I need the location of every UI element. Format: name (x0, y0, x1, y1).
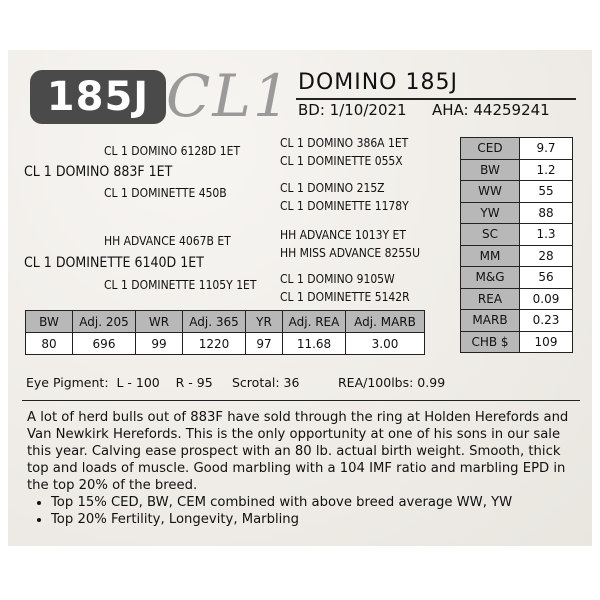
rea-per-100lbs: REA/100lbs: 0.99 (338, 375, 446, 390)
pedigree-dam-sire: HH ADVANCE 4067B ET (104, 234, 231, 248)
epd-row (461, 331, 573, 353)
registration-number: AHA: 44259241 (432, 101, 550, 119)
epd-value: 55 (520, 181, 573, 203)
epd-row (461, 288, 573, 310)
epd-row (461, 181, 573, 203)
epd-row (461, 138, 573, 160)
epd-value: 109 (520, 331, 573, 353)
performance-header: YR (246, 311, 283, 333)
performance-value-row (26, 333, 425, 355)
ranch-logo: CL1 (166, 62, 292, 130)
pedigree-sire-dam-sire: CL 1 DOMINO 215Z (280, 181, 385, 195)
performance-table (25, 310, 425, 355)
highlight-item: • Top 15% CED, BW, CEM combined with above breed average WW, YW (51, 494, 579, 511)
performance-value: 696 (73, 333, 136, 355)
performance-header-row (26, 311, 425, 333)
section-divider (22, 400, 580, 401)
scrotal: Scrotal: 36 (232, 375, 300, 390)
highlight-item: • Top 20% Fertility, Longevity, Marbling (51, 511, 579, 528)
epd-label: MARB (461, 310, 520, 332)
performance-header: WR (136, 311, 183, 333)
highlights-list (27, 494, 579, 528)
performance-header: Adj. REA (283, 311, 346, 333)
epd-row (461, 310, 573, 332)
epd-value: 1.2 (520, 159, 573, 181)
epd-row (461, 159, 573, 181)
epd-label: WW (461, 181, 520, 203)
epd-value: 0.09 (520, 288, 573, 310)
performance-header: Adj. 365 (183, 311, 246, 333)
birth-date: BD: 1/10/2021 (298, 101, 407, 119)
performance-value: 1220 (183, 333, 246, 355)
performance-value: 99 (136, 333, 183, 355)
pedigree-dam-sire-sire: HH ADVANCE 1013Y ET (280, 228, 406, 242)
epd-label: BW (461, 159, 520, 181)
epd-label: MM (461, 245, 520, 267)
pedigree-sire-dam-dam: CL 1 DOMINETTE 1178Y (280, 199, 409, 213)
performance-header: Adj. 205 (73, 311, 136, 333)
epd-row (461, 202, 573, 224)
epd-table (460, 137, 573, 353)
performance-value: 80 (26, 333, 73, 355)
pedigree-dam: CL 1 DOMINETTE 6140D 1ET (24, 255, 204, 271)
pedigree-dam-dam-sire: CL 1 DOMINO 9105W (280, 272, 395, 286)
epd-label: SC (461, 224, 520, 246)
epd-label: YW (461, 202, 520, 224)
epd-row (461, 224, 573, 246)
epd-value: 0.23 (520, 310, 573, 332)
epd-row (461, 245, 573, 267)
epd-value: 56 (520, 267, 573, 289)
performance-header: BW (26, 311, 73, 333)
pedigree-sire: CL 1 DOMINO 883F 1ET (24, 164, 173, 180)
description (27, 409, 579, 528)
epd-value: 9.7 (520, 138, 573, 160)
performance-value: 11.68 (283, 333, 346, 355)
title-divider (296, 98, 576, 100)
performance-value: 3.00 (346, 333, 425, 355)
pedigree-sire-dam: CL 1 DOMINETTE 450B (104, 186, 227, 200)
pedigree-dam-sire-dam: HH MISS ADVANCE 8255U (280, 246, 421, 260)
performance-header: Adj. MARB (346, 311, 425, 333)
animal-name: DOMINO 185J (298, 70, 458, 95)
epd-label: CHB $ (461, 331, 520, 353)
epd-row (461, 267, 573, 289)
performance-value: 97 (246, 333, 283, 355)
epd-label: M&G (461, 267, 520, 289)
pedigree-dam-dam-dam: CL 1 DOMINETTE 5142R (280, 290, 410, 304)
pedigree-sire-sire-dam: CL 1 DOMINETTE 055X (280, 154, 403, 168)
eye-pigment: Eye Pigment: L - 100 R - 95 (26, 375, 213, 390)
epd-value: 28 (520, 245, 573, 267)
epd-value: 88 (520, 202, 573, 224)
epd-label: CED (461, 138, 520, 160)
epd-value: 1.3 (520, 224, 573, 246)
pedigree-dam-dam: CL 1 DOMINETTE 1105Y 1ET (104, 278, 257, 292)
lot-badge (30, 70, 166, 124)
epd-label: REA (461, 288, 520, 310)
description-paragraph: A lot of herd bulls out of 883F have sold through the ring at Holden Herefords and Van Newkirk Herefords. This is the only opportunity at one of his sons in our sale this year. Calving ease prospect with an 80 lb. actual birth weight. Smooth, thick top and loads of muscle. Good marbling with a 104 IMF ratio and marbling EPD in the top 20% of the breed. (27, 410, 569, 493)
lot-number: 185J (46, 74, 150, 120)
pedigree-sire-sire: CL 1 DOMINO 6128D 1ET (104, 144, 241, 158)
pedigree-sire-sire-sire: CL 1 DOMINO 386A 1ET (280, 136, 409, 150)
